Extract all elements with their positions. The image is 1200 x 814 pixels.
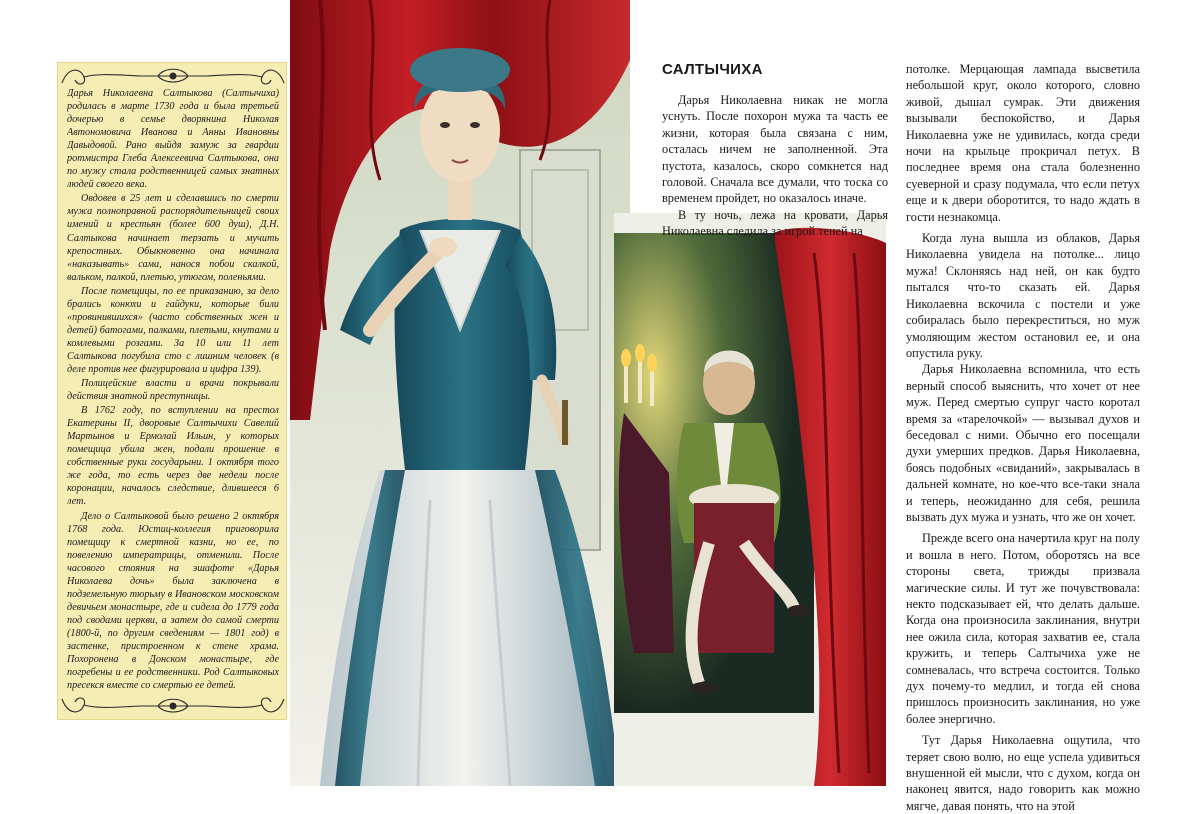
ornament-bottom-icon (58, 693, 288, 719)
article-paragraph: потолке. Мерцающая лампада высветила небольшой круг, около которого, словно живой, дышал сумрак. Эти движения вызывали беспокойство, и Дарья Николаевна уже не удивилась, когда среди ночи на крыльце прокричал петух. В последнее время она стала болезненно суеверной и сразу подумала, что если петух еще и к двери оборотится, то надо ждать в гости незнакомца. (906, 62, 1140, 224)
article-paragraph: В ту ночь, лежа на кровати, Дарья Николаевна следила за игрой теней на (662, 207, 888, 239)
biography-paragraph: После помещицы, по ее приказанию, за дело брались конюхи и гайдуки, которые били «провинившихся» (часто собственных жен и детей) батогами, палками, плетьми, кнутами и комлевыми розгами. За 10 или 11 лет Салтыкова погубила сто с лишним человек (в деле против нее фигурировала и цифра 139). (67, 285, 279, 375)
biography-paragraph: Полицейские власти и врачи покрывали действия знатной преступницы. (67, 378, 279, 403)
illustration-man (614, 213, 886, 786)
article-paragraph: Дарья Николаевна никак не могла уснуть. После похорон мужа та часть ее жизни, которая была связана с ним, осталась ничем не заполненной. Эта пустота, казалось, скоро сомкнется над головой. Сначала все думали, что тоска со временем пройдет, но оказалось иначе. (662, 93, 888, 206)
biography-sidebar (57, 62, 287, 720)
ornament-top-icon (58, 63, 288, 89)
article-paragraph: Прежде всего она начертила круг на полу и вошла в него. Потом, оборотясь на все стороны света, трижды призвала магические силы. И тут же почувствовала: некто подсказывает ей, что делать дальше. Когда она произносила заклинания, внутри нее ожила сила, которая захватив ее, стала кружить, и теперь Салтычиха уже не сомневалась, что встреча состоится. Только дух почему-то медлил, и тогда ей снова пришлось произносить заклинания, но уже более энергично. (906, 531, 1140, 726)
biography-text (67, 87, 279, 695)
illustration-woman (290, 0, 630, 786)
article-column-right (906, 61, 1140, 814)
biography-paragraph: Овдовев в 25 лет и сделавшись по смерти мужа полноправной распорядительницей своих имений и крестьян (более 600 душ), Д.Н. Салтыкова начинает терзать и мучить крепостных. Обыкновенно она начинала «наказывать» сама, нанося побои скалкой, вальком, палкой, плетью, утюгом, поленьями. (67, 193, 279, 283)
article-paragraph: Дарья Николаевна вспомнила, что есть верный способ выяснить, что хочет от нее муж. Перед смертью супруг часто коротал время за «тарелочкой» — вызывал духов и беседовал с ними. Обычно его посещали духи умерших предков. Дарья Николаевна, боясь подобных «свиданий», закрывалась в дальней комнате, но кое-что все-таки знала и теперь, неожиданно для себя, решила вызвать дух мужа и узнать, что же он хочет. (906, 362, 1140, 524)
article-title: САЛТЫЧИХА (662, 61, 763, 78)
article-paragraph: Когда луна вышла из облаков, Дарья Николаевна увидела на потолке... лицо мужа! Склоняясь над ней, он как будто пытался что-то сказать ей. Дарья Николаевна вскочила с постели и уже собиралась было перекреститься, но муж умоляющим жестом остановил ее, и она опустила руку. (906, 231, 1140, 360)
article-column-left (662, 92, 888, 240)
biography-paragraph: Дарья Николаевна Салтыкова (Салтычиха) родилась в марте 1730 года и была третьей дочерью в семье дворянина Николая Автономовича Иванова и Анны Ивановны Давыдовой. Рано выйдя замуж за гвардии ротмистра Глеба Алексеевича Салтыкова, она по мужу стала родственницей самых знатных людей своего века. (67, 88, 279, 191)
biography-paragraph: Дело о Салтыковой было решено 2 октября 1768 года. Юстиц-коллегия приговорила помещицу к смертной казни, но ее, по повелению императрицы, отменили. После часового стояния на эшафоте «Дарья Николаева дочь» была заключена в подземельную тюрьму в Ивановском московском девичьем монастыре, где и сидела до 1779 года под сводами церкви, а затем до самой смерти (1800-й, по другим сведениям — 1801 год) в застенке, пристроенном к стене храма. Похоронена в Донском монастыре, где погребены и ее родственники. Род Салтыковых пресекся вместе со смертью ее детей. (67, 510, 279, 692)
article-paragraph: Тут Дарья Николаевна ощутила, что теряет свою волю, но еще успела удивиться внушенной ей мысли, что с духом, когда он наконец явится, надо говорить как можно мягче, давая понять, что на этой (906, 733, 1140, 813)
biography-paragraph: В 1762 году, по вступлении на престол Екатерины II, дворовые Салтычихи Савелий Мартынов и Ермолай Ильин, у которых помещица убила жен, подали прошение в собственные руки государыни. 1 октября того же года, то есть через две недели после коронации, началось следствие, длившееся 6 лет. (67, 405, 279, 508)
